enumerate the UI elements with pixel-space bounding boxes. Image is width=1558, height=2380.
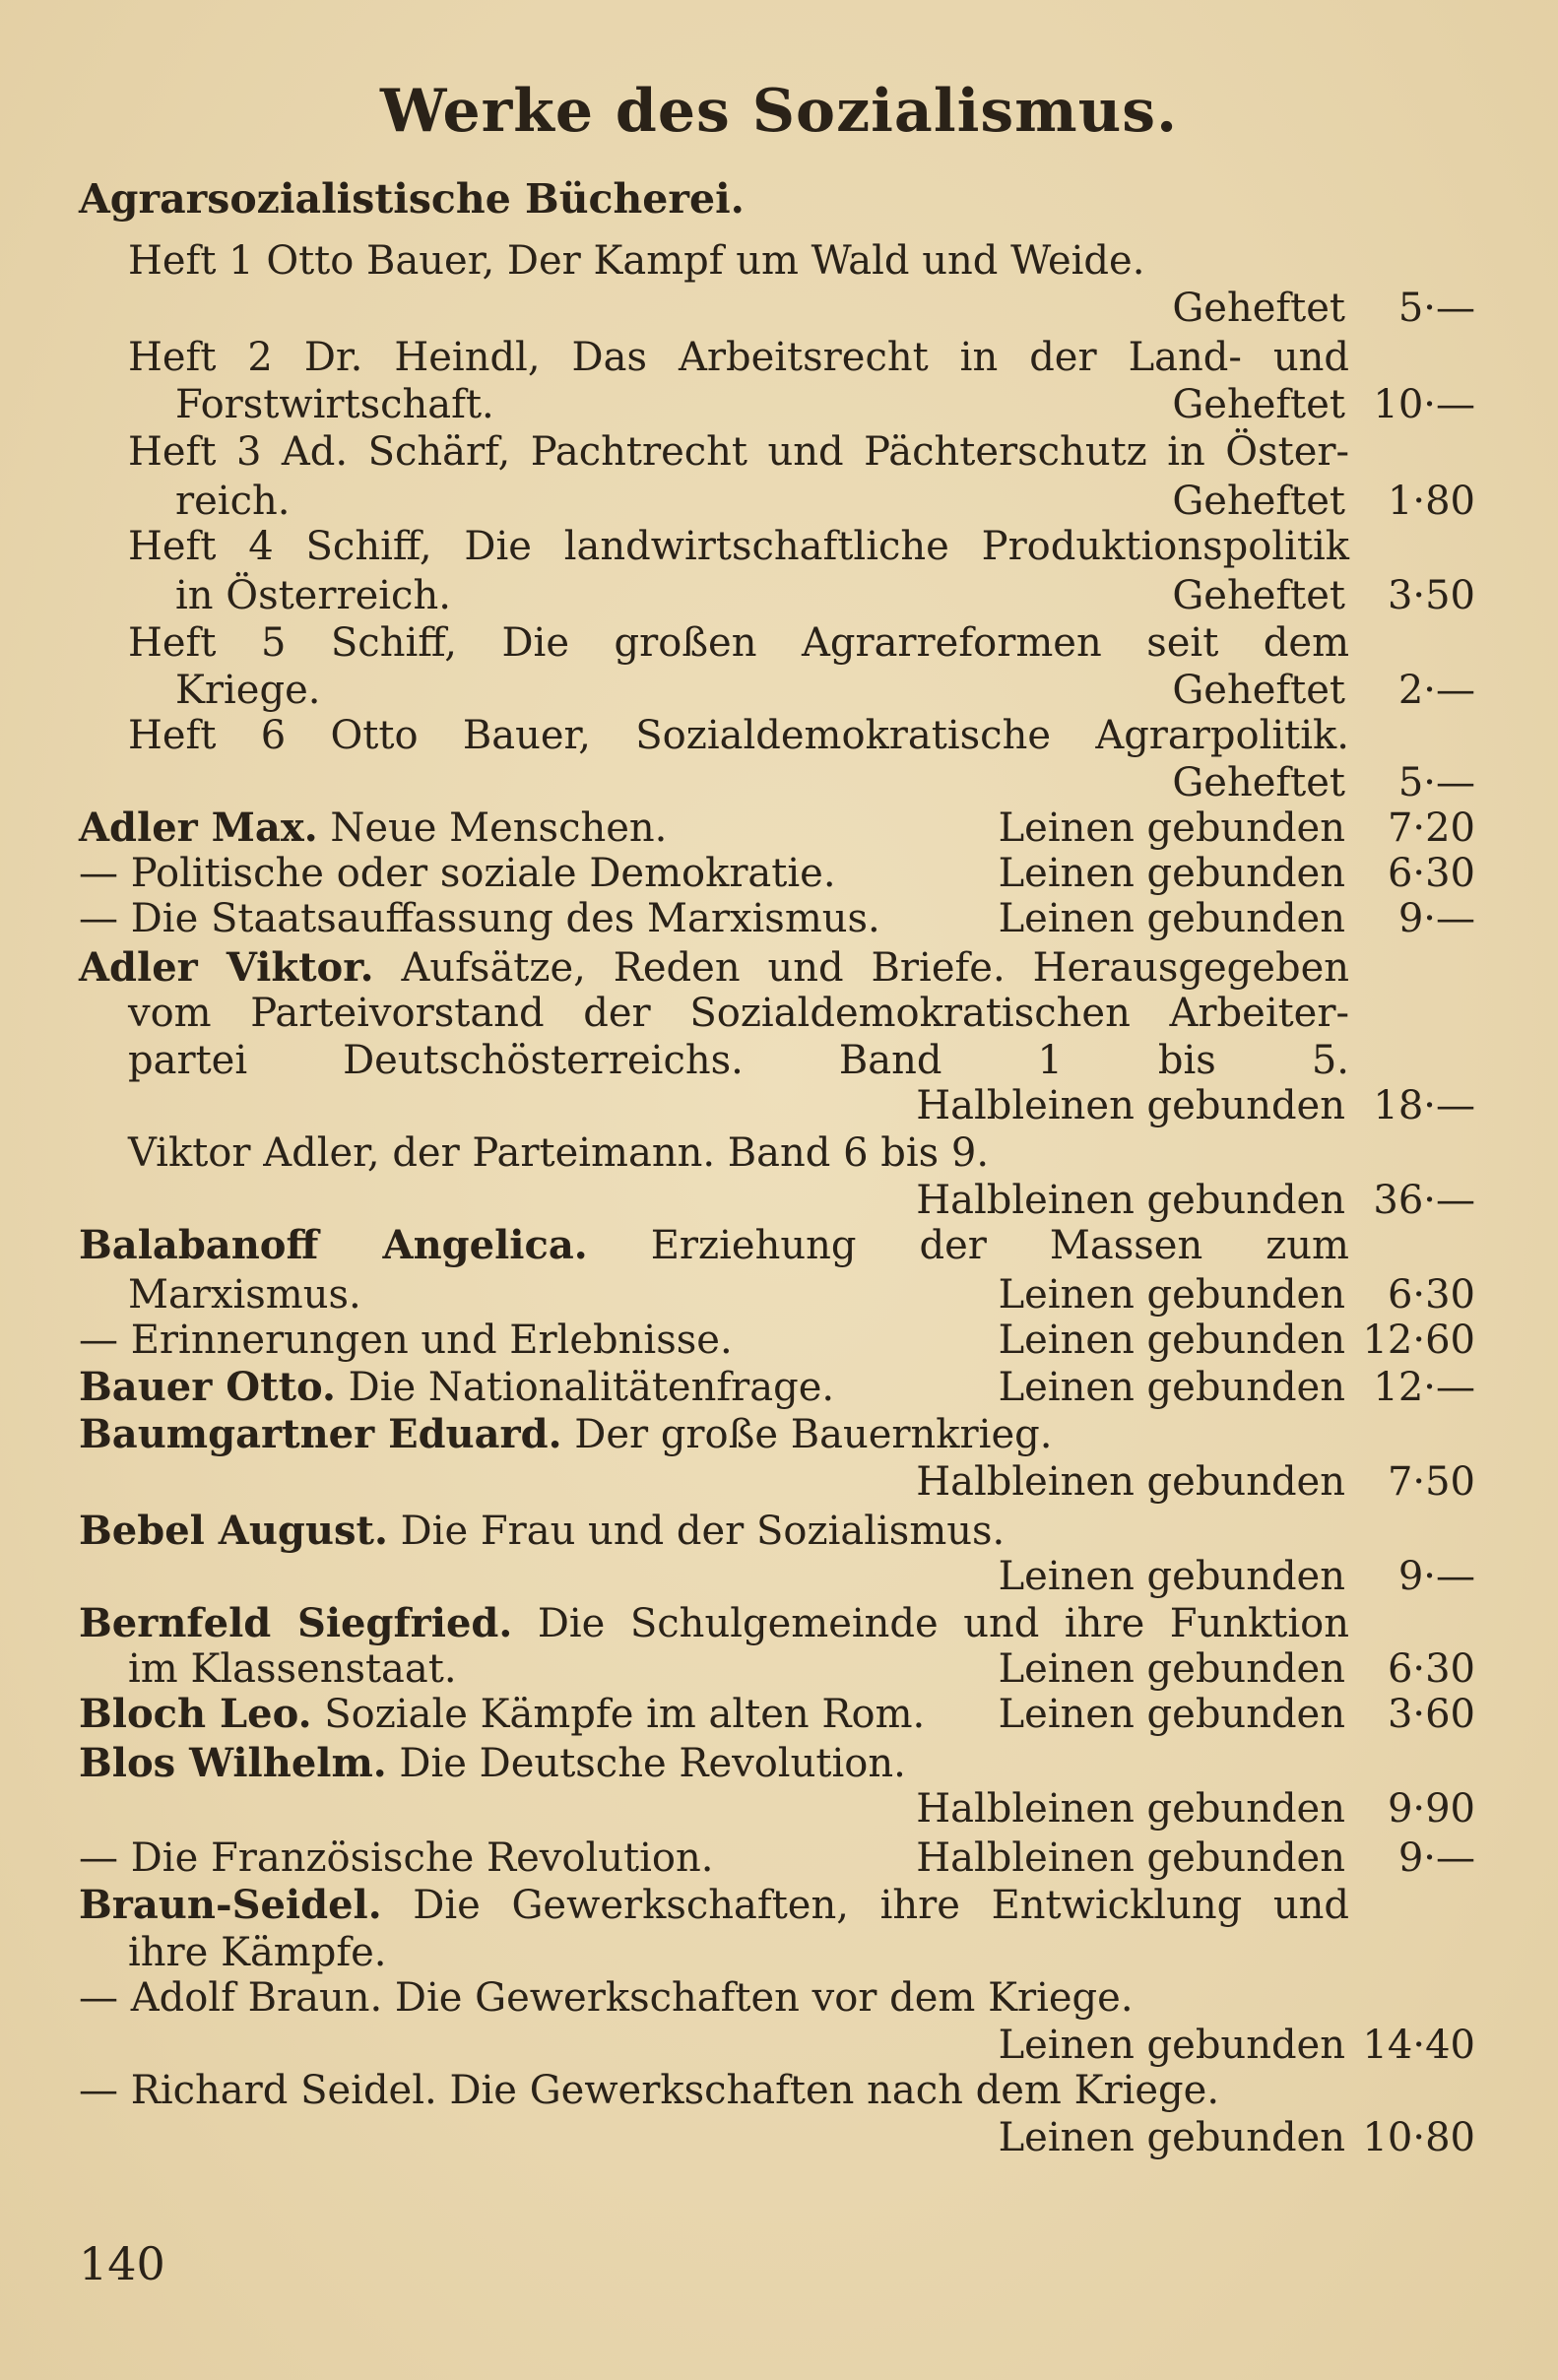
binding-type: Leinen gebunden [998, 1554, 1345, 1599]
entry-line [0, 2021, 1558, 2070]
entry-line [0, 1784, 1558, 1833]
author-name: Adler Viktor. [79, 944, 374, 991]
section-heading: Agrarsozialistische Bücherei. [79, 175, 745, 223]
title-text: Marxismus. [128, 1272, 361, 1318]
title-text: Heft 6 Otto Bauer, Sozialdemokratische Agrarpolitik. [128, 713, 1349, 758]
entry-line [0, 2066, 1558, 2115]
entry-text [128, 1928, 387, 1977]
title-text: — Politische oder soziale Demokratie. [79, 851, 836, 896]
price: 5·— [1397, 286, 1475, 331]
binding-type: Leinen gebunden [998, 2023, 1345, 2068]
price: 9·— [1397, 1835, 1475, 1881]
entry-line [0, 1128, 1558, 1178]
entry-text [128, 711, 1349, 760]
price: 9·— [1397, 896, 1475, 941]
entry-text [79, 894, 880, 943]
entry-line [0, 380, 1558, 429]
author-name: Balabanoff Angelica. [79, 1222, 588, 1268]
binding-type: Geheftet [1172, 382, 1345, 427]
entry-line [0, 522, 1558, 571]
entry-text [128, 522, 1349, 571]
entry-line [0, 1410, 1558, 1459]
entry-text [79, 1881, 1349, 1930]
author-name: Bebel August. [79, 1508, 388, 1554]
entry-line [0, 2113, 1558, 2162]
price: 1·80 [1387, 479, 1475, 524]
entry-line [0, 1507, 1558, 1556]
entry-text [79, 849, 836, 898]
price: 6·30 [1387, 1646, 1475, 1692]
entry-text [79, 1221, 1349, 1270]
binding-type: Leinen gebunden [998, 805, 1345, 851]
entry-text [128, 1036, 1349, 1085]
binding-type: Halbleinen gebunden [916, 1083, 1345, 1128]
entry-line [0, 1739, 1558, 1788]
title-text: ihre Kämpfe. [128, 1930, 387, 1975]
entry-line [0, 1457, 1558, 1507]
entry-text [128, 427, 1349, 477]
binding-type: Leinen gebunden [998, 1318, 1345, 1363]
entry-text [128, 333, 1349, 382]
price: 5·— [1397, 760, 1475, 805]
title-text: — Adolf Braun. Die Gewerkschaften vor dem Kriege. [79, 1975, 1134, 2021]
entry-line [0, 477, 1558, 526]
binding-type: Geheftet [1172, 573, 1345, 618]
price: 12·60 [1362, 1318, 1475, 1363]
entry-text [79, 1973, 1134, 2023]
price: 9·— [1397, 1554, 1475, 1599]
entry-text [79, 2066, 1219, 2115]
author-name: Bernfeld Siegfried. [79, 1600, 513, 1646]
entry-line [0, 1599, 1558, 1648]
entry-line [0, 1881, 1558, 1930]
price: 7·20 [1387, 805, 1475, 851]
title-text: Die Schulgemeinde und ihre Funktion [512, 1601, 1349, 1646]
price: 3·50 [1387, 573, 1475, 618]
author-name: Baumgartner Eduard. [79, 1411, 562, 1457]
entry-text [175, 666, 320, 715]
price: 36·— [1373, 1178, 1475, 1223]
author-name: Adler Max. [79, 804, 318, 851]
entry-text [128, 236, 1144, 286]
binding-type: Leinen gebunden [998, 851, 1345, 896]
entry-line [0, 1316, 1558, 1365]
entry-text [79, 1316, 733, 1365]
entry-text [79, 1833, 713, 1883]
title-text: Die Deutsche Revolution. [386, 1741, 906, 1786]
binding-type: Geheftet [1172, 668, 1345, 713]
entry-text [79, 804, 667, 853]
entry-line [0, 758, 1558, 807]
binding-type: Halbleinen gebunden [916, 1786, 1345, 1832]
entry-line [0, 804, 1558, 853]
entry-line [0, 1973, 1558, 2023]
title-text: vom Parteivorstand der Sozialdemokratischen Arbeiter- [128, 991, 1349, 1036]
entry-text [79, 1363, 834, 1412]
entry-line [0, 1270, 1558, 1319]
author-name: Bauer Otto. [79, 1364, 336, 1410]
entry-text [128, 618, 1349, 668]
title-text: Viktor Adler, der Parteimann. Band 6 bis 9. [128, 1130, 990, 1176]
entry-line [0, 333, 1558, 382]
price: 6·30 [1387, 1272, 1475, 1318]
price: 12·— [1373, 1365, 1475, 1410]
entry-line [0, 1644, 1558, 1694]
title-text: Heft 1 Otto Bauer, Der Kampf um Wald und Weide. [128, 238, 1145, 284]
binding-type: Leinen gebunden [998, 1692, 1345, 1737]
entry-line [0, 1081, 1558, 1130]
author-name: Blos Wilhelm. [79, 1740, 387, 1786]
price: 14·40 [1362, 2023, 1475, 2068]
entry-line [0, 989, 1558, 1038]
title-text: Heft 2 Dr. Heindl, Das Arbeitsrecht in der Land- und [128, 335, 1349, 380]
binding-type: Halbleinen gebunden [916, 1835, 1345, 1881]
title-text: in Österreich. [175, 573, 451, 618]
author-name: Bloch Leo. [79, 1691, 312, 1737]
entry-line [0, 618, 1558, 668]
entry-line [0, 1552, 1558, 1601]
title-text: Neue Menschen. [317, 805, 668, 851]
entry-text [79, 1410, 1052, 1459]
entry-line [0, 427, 1558, 477]
entry-text [79, 943, 1349, 993]
entry-line [0, 1928, 1558, 1977]
title-text: partei Deutschösterreichs. Band 1 bis 5. [128, 1038, 1349, 1083]
title-text: Forstwirtschaft. [175, 382, 494, 427]
entry-text [128, 1270, 361, 1319]
price: 6·30 [1387, 851, 1475, 896]
price: 18·— [1373, 1083, 1475, 1128]
title-text: Erziehung der Massen zum [587, 1223, 1349, 1268]
entry-text [175, 477, 290, 526]
binding-type: Leinen gebunden [998, 896, 1345, 941]
entry-line [0, 236, 1558, 286]
entry-line [0, 1036, 1558, 1085]
entry-text [79, 1507, 1005, 1556]
price: 2·— [1397, 668, 1475, 713]
entry-line [0, 284, 1558, 333]
binding-type: Geheftet [1172, 286, 1345, 331]
title-text: Heft 3 Ad. Schärf, Pachtrecht und Pächterschutz in Öster- [128, 429, 1349, 475]
entry-text [175, 380, 494, 429]
binding-type: Leinen gebunden [998, 1272, 1345, 1318]
price: 10·80 [1362, 2115, 1475, 2160]
title-text: — Die Französische Revolution. [79, 1835, 714, 1881]
entry-line [0, 1221, 1558, 1270]
binding-type: Geheftet [1172, 760, 1345, 805]
price: 10·— [1373, 382, 1475, 427]
entry-line [0, 571, 1558, 620]
title-text: — Richard Seidel. Die Gewerkschaften nach dem Kriege. [79, 2068, 1220, 2113]
entry-line [0, 1833, 1558, 1883]
price: 9·90 [1387, 1786, 1475, 1832]
title-text: Heft 5 Schiff, Die großen Agrarreformen seit dem [128, 620, 1349, 666]
title-text: Der große Bauernkrieg. [561, 1412, 1053, 1457]
entry-text [175, 571, 451, 620]
price: 7·50 [1387, 1459, 1475, 1505]
price: 3·60 [1387, 1692, 1475, 1737]
title-text: Soziale Kämpfe im alten Rom. [311, 1692, 926, 1737]
entry-line [0, 711, 1558, 760]
entry-text [128, 1128, 989, 1178]
binding-type: Geheftet [1172, 479, 1345, 524]
entry-line [0, 666, 1558, 715]
page-title: Werke des Sozialismus. [380, 77, 1178, 146]
entry-line [0, 849, 1558, 898]
title-text: Aufsätze, Reden und Briefe. Herausgegeben [373, 945, 1350, 991]
entry-line [0, 894, 1558, 943]
entry-text [128, 989, 1349, 1038]
title-text: — Die Staatsauffassung des Marxismus. [79, 896, 880, 941]
entry-line [0, 943, 1558, 993]
title-text: — Erinnerungen und Erlebnisse. [79, 1318, 733, 1363]
title-text: Heft 4 Schiff, Die landwirtschaftliche Produktionspolitik [128, 524, 1349, 569]
binding-type: Leinen gebunden [998, 1646, 1345, 1692]
title-text: Die Nationalitätenfrage. [335, 1365, 835, 1410]
entry-text [128, 1644, 457, 1694]
title-text: reich. [175, 479, 291, 524]
entry-text [79, 1739, 906, 1788]
title-text: Die Gewerkschaften, ihre Entwicklung und [381, 1883, 1349, 1928]
entry-text [79, 1690, 925, 1739]
binding-type: Halbleinen gebunden [916, 1459, 1345, 1505]
entry-line [0, 1363, 1558, 1412]
title-text: im Klassenstaat. [128, 1646, 457, 1692]
entry-line [0, 1176, 1558, 1225]
entry-text [79, 1599, 1349, 1648]
author-name: Braun-Seidel. [79, 1882, 382, 1928]
title-text: Kriege. [175, 668, 321, 713]
binding-type: Leinen gebunden [998, 1365, 1345, 1410]
binding-type: Halbleinen gebunden [916, 1178, 1345, 1223]
entry-line [0, 1690, 1558, 1739]
page-number: 140 [79, 2237, 165, 2290]
title-text: Die Frau und der Sozialismus. [387, 1509, 1006, 1554]
binding-type: Leinen gebunden [998, 2115, 1345, 2160]
